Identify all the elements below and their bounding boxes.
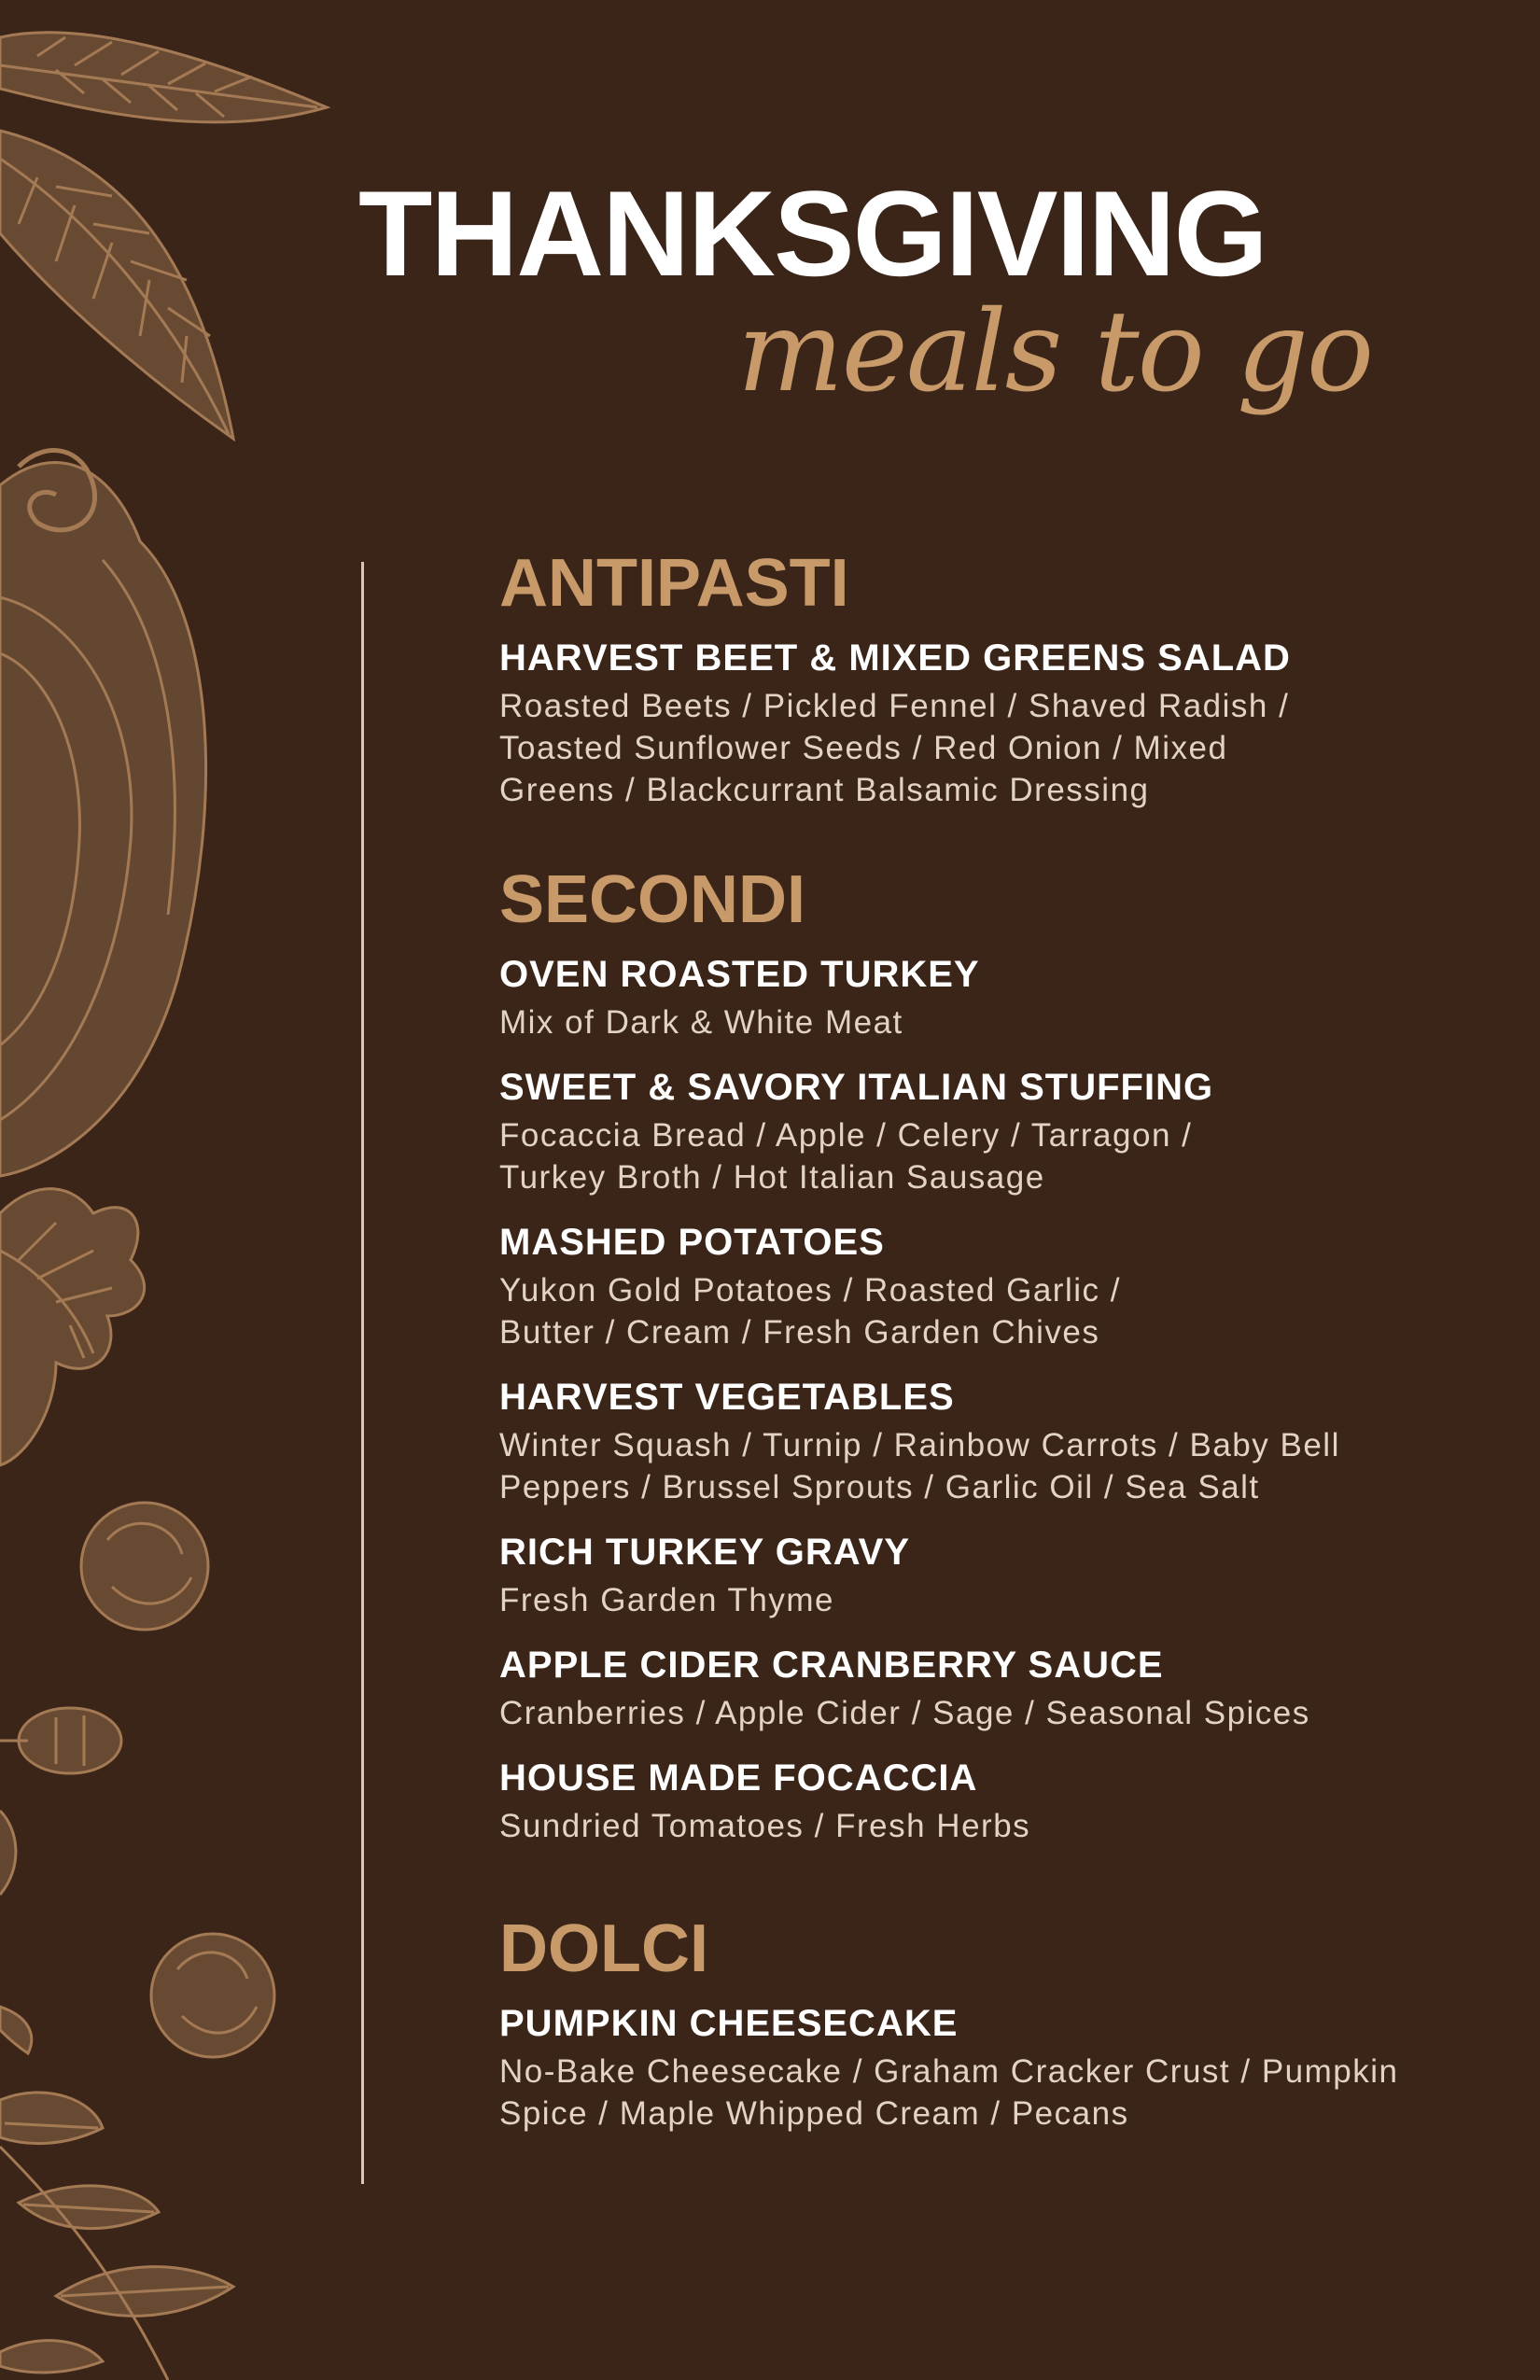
item-description xyxy=(499,1805,1470,1847)
botanical-illustration xyxy=(0,0,336,2380)
description-line: Peppers / Brussel Sprouts / Garlic Oil / Sea Salt xyxy=(499,1469,1260,1505)
description-line: Fresh Garden Thyme xyxy=(499,1582,834,1618)
item-name: HOUSE MADE FOCACCIA xyxy=(499,1757,978,1799)
menu-item xyxy=(499,1066,1470,1198)
item-description xyxy=(499,1692,1470,1734)
acorn-icon xyxy=(0,1708,121,1895)
section-dolci xyxy=(499,1911,1470,2135)
description-line: Roasted Beets / Pickled Fennel / Shaved Radish / xyxy=(499,688,1290,724)
description-line: Spice / Maple Whipped Cream / Pecans xyxy=(499,2095,1129,2132)
menu-item xyxy=(499,1757,1470,1847)
description-line: Focaccia Bread / Apple / Celery / Tarragon / xyxy=(499,1117,1193,1154)
description-line: Turkey Broth / Hot Italian Sausage xyxy=(499,1159,1045,1196)
pumpkin-icon xyxy=(0,451,206,1176)
menu-list xyxy=(499,546,1470,2135)
item-description xyxy=(499,1424,1470,1508)
description-line: No-Bake Cheesecake / Graham Cracker Crust / Pumpkin xyxy=(499,2053,1399,2090)
menu-item xyxy=(499,1644,1470,1734)
description-line: Yukon Gold Potatoes / Roasted Garlic / xyxy=(499,1272,1121,1309)
section-antipasti xyxy=(499,546,1470,811)
item-name: RICH TURKEY GRAVY xyxy=(499,1532,911,1573)
item-description xyxy=(499,1001,1470,1043)
menu-item xyxy=(499,1531,1470,1621)
menu-item xyxy=(499,953,1470,1043)
hazelnut-icon xyxy=(81,1503,274,2057)
leaf-sprig-icon xyxy=(0,2007,233,2380)
description-line: Butter / Cream / Fresh Garden Chives xyxy=(499,1314,1100,1351)
item-description xyxy=(499,2051,1470,2135)
vertical-divider xyxy=(361,562,364,2184)
menu-item xyxy=(499,2002,1470,2135)
page-subtitle: meals to go xyxy=(737,287,1373,417)
description-line: Mix of Dark & White Meat xyxy=(499,1004,903,1041)
description-line: Toasted Sunflower Seeds / Red Onion / Mixed xyxy=(499,730,1228,766)
item-name: HARVEST VEGETABLES xyxy=(499,1377,955,1418)
item-name: OVEN ROASTED TURKEY xyxy=(499,954,980,995)
section-secondi xyxy=(499,862,1470,1847)
description-line: Sundried Tomatoes / Fresh Herbs xyxy=(499,1808,1031,1844)
section-title: ANTIPASTI xyxy=(499,546,849,621)
menu-item xyxy=(499,637,1470,811)
menu-item xyxy=(499,1376,1470,1508)
description-line: Greens / Blackcurrant Balsamic Dressing xyxy=(499,772,1150,808)
section-title: DOLCI xyxy=(499,1911,708,1986)
description-line: Winter Squash / Turnip / Rainbow Carrots / Baby Bell xyxy=(499,1427,1340,1463)
item-name: APPLE CIDER CRANBERRY SAUCE xyxy=(499,1645,1164,1686)
page-title: THANKSGIVING xyxy=(358,165,1267,301)
description-line: Cranberries / Apple Cider / Sage / Seasonal Spices xyxy=(499,1695,1310,1731)
item-description xyxy=(499,1269,1470,1353)
section-title: SECONDI xyxy=(499,862,806,937)
item-name: MASHED POTATOES xyxy=(499,1222,885,1263)
item-description xyxy=(499,685,1470,811)
item-description xyxy=(499,1579,1470,1621)
item-name: PUMPKIN CHEESECAKE xyxy=(499,2003,959,2044)
chestnut-leaf-icon xyxy=(0,33,327,439)
item-description xyxy=(499,1114,1470,1198)
item-name: HARVEST BEET & MIXED GREENS SALAD xyxy=(499,637,1291,679)
menu-item xyxy=(499,1221,1470,1353)
item-name: SWEET & SAVORY ITALIAN STUFFING xyxy=(499,1067,1214,1108)
oak-leaf-icon xyxy=(0,1189,145,1465)
